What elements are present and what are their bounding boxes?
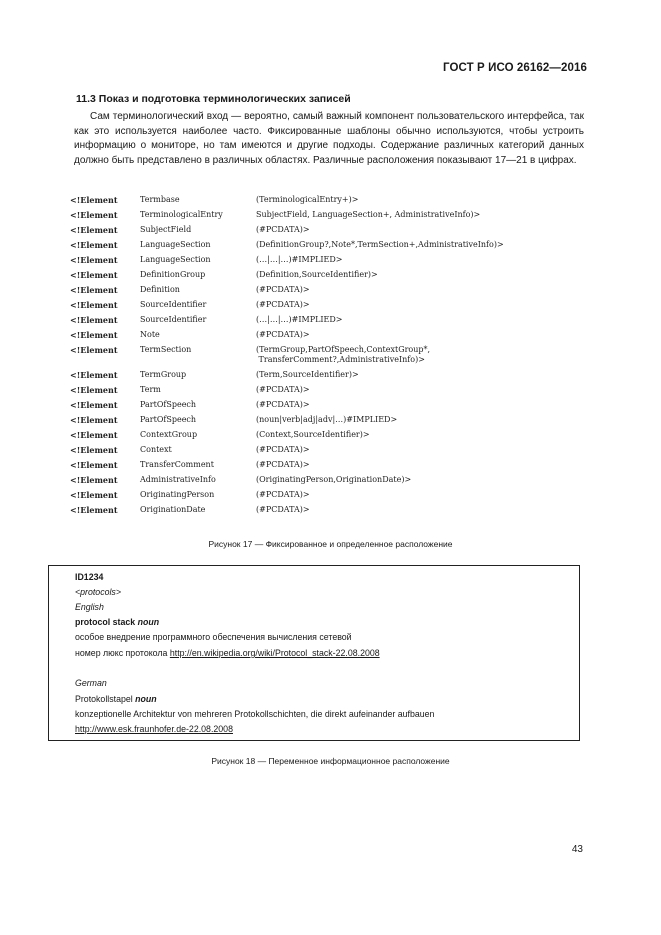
dtd-content-model: (Definition,SourceIdentifier)>: [256, 270, 378, 279]
dtd-keyword: <!Element: [70, 270, 118, 280]
dtd-row: [70, 330, 590, 345]
dtd-content-model: (#PCDATA)>: [256, 400, 310, 409]
dtd-element-name: TermGroup: [140, 370, 187, 379]
dtd-keyword: <!Element: [70, 300, 118, 310]
dtd-keyword: <!Element: [70, 225, 118, 235]
dtd-keyword: <!Element: [70, 415, 118, 425]
dtd-row: [70, 490, 590, 505]
dtd-row: [70, 315, 590, 330]
dtd-content-model: (…|…|…)#IMPLIED>: [256, 255, 343, 264]
dtd-keyword: <!Element: [70, 330, 118, 340]
figure-18-caption: Рисунок 18 — Переменное информационное расположение: [211, 756, 450, 766]
dtd-content-model: (Context,SourceIdentifier)>: [256, 430, 370, 439]
dtd-element-name: TransferComment: [140, 460, 214, 469]
figure-17-caption: Рисунок 17 — Фиксированное и определенное расположение: [208, 539, 453, 549]
dtd-element-name: SourceIdentifier: [140, 315, 207, 324]
dtd-row: [70, 460, 590, 475]
dtd-element-name: DefinitionGroup: [140, 270, 206, 279]
dtd-row: [70, 370, 590, 385]
intro-paragraph: Сам терминологический вход — вероятно, самый важный компонент пользовательского интерфейса, так как это используется наиболее часто. Фиксированные шаблоны обычно используются, чтобы устроить информацию о мониторе, но там имеются и другие подходы. Содержание различных категорий данных должно быть представлено в различных областях. Различные расположения показывают 17—21 в цифрах.: [74, 111, 584, 166]
dtd-element-name: TermSection: [140, 345, 192, 354]
dtd-keyword: <!Element: [70, 210, 118, 220]
dtd-keyword: <!Element: [70, 475, 118, 485]
dtd-keyword: <!Element: [70, 430, 118, 440]
dtd-keyword: <!Element: [70, 255, 118, 265]
dtd-content-model: (noun|verb|adj|adv|…)#IMPLIED>: [256, 415, 398, 424]
dtd-content-model: (#PCDATA)>: [256, 490, 310, 499]
dtd-content-model: (TerminologicalEntry+)>: [256, 195, 359, 204]
dtd-content-model: (OriginatingPerson,OriginationDate)>: [256, 475, 412, 484]
dtd-keyword: <!Element: [70, 385, 118, 395]
dtd-element-name: AdministrativeInfo: [140, 475, 216, 484]
entry-box: [48, 565, 580, 741]
dtd-row: [70, 445, 590, 460]
entry-source-ru-line: [75, 648, 380, 658]
dtd-row: [70, 505, 590, 520]
entry-source-ru-link[interactable]: http://en.wikipedia.org/wiki/Protocol_stack-22.08.2008: [169, 648, 380, 658]
dtd-element-name: Term: [140, 385, 161, 394]
entry-protocols: <protocols>: [75, 587, 121, 597]
dtd-keyword: <!Element: [70, 370, 118, 380]
dtd-row: [70, 225, 590, 240]
dtd-row: [70, 385, 590, 400]
dtd-keyword: <!Element: [70, 285, 118, 295]
dtd-element-name: OriginatingPerson: [140, 490, 215, 499]
dtd-content-model: (Term,SourceIdentifier)>: [256, 370, 359, 379]
dtd-row: [70, 270, 590, 285]
dtd-content-model: (#PCDATA)>: [256, 225, 310, 234]
entry-term-en-line: [75, 617, 159, 627]
dtd-row: [70, 430, 590, 445]
dtd-row: [70, 345, 590, 370]
dtd-content-model: (#PCDATA)>: [256, 385, 310, 394]
dtd-element-name: PartOfSpeech: [140, 415, 197, 424]
dtd-row: [70, 475, 590, 490]
dtd-element-name: PartOfSpeech: [140, 400, 197, 409]
dtd-element-name: LanguageSection: [140, 240, 211, 249]
entry-source-de-link[interactable]: http://www.esk.fraunhofer.de-22.08.2008: [75, 724, 233, 734]
standard-code: ГОСТ Р ИСО 26162—2016: [442, 62, 587, 74]
dtd-listing: [70, 195, 590, 520]
dtd-keyword: <!Element: [70, 460, 118, 470]
dtd-content-model: (#PCDATA)>: [256, 445, 310, 454]
dtd-keyword: <!Element: [70, 445, 118, 455]
dtd-element-name: Termbase: [140, 195, 180, 204]
page-number: 43: [571, 844, 583, 855]
dtd-content-model: (#PCDATA)>: [256, 285, 310, 294]
section-title: 11.3 Показ и подготовка терминологических записей: [76, 93, 351, 105]
entry-term-de: Protokollstapel: [75, 694, 133, 704]
dtd-content-model: SubjectField, LanguageSection+, AdministrativeInfo)>: [256, 210, 481, 219]
dtd-keyword: <!Element: [70, 505, 118, 515]
dtd-row: [70, 285, 590, 300]
entry-language-de: German: [75, 678, 107, 688]
dtd-keyword: <!Element: [70, 400, 118, 410]
dtd-content-model: (#PCDATA)>: [256, 505, 310, 514]
dtd-element-name: LanguageSection: [140, 255, 211, 264]
entry-id: ID1234: [75, 572, 104, 582]
dtd-element-name: Definition: [140, 285, 180, 294]
dtd-keyword: <!Element: [70, 195, 118, 205]
dtd-content-model: (…|…|…)#IMPLIED>: [256, 315, 343, 324]
dtd-row: [70, 415, 590, 430]
entry-language-en: English: [75, 602, 104, 612]
dtd-element-name: Context: [140, 445, 172, 454]
entry-source-ru-prefix: номер люкс протокола: [75, 648, 168, 658]
dtd-row: [70, 300, 590, 315]
dtd-element-name: SourceIdentifier: [140, 300, 207, 309]
dtd-row: [70, 400, 590, 415]
dtd-row: [70, 255, 590, 270]
dtd-element-name: TerminologicalEntry: [140, 210, 223, 219]
entry-pos-en: noun: [137, 617, 160, 627]
dtd-row: [70, 210, 590, 225]
dtd-keyword: <!Element: [70, 240, 118, 250]
dtd-row: [70, 195, 590, 210]
dtd-keyword: <!Element: [70, 315, 118, 325]
dtd-content-model: (DefinitionGroup?,Note*,TermSection+,AdministrativeInfo)>: [256, 240, 504, 249]
entry-pos-de: noun: [135, 694, 157, 704]
dtd-element-name: Note: [140, 330, 160, 339]
dtd-content-model: (#PCDATA)>: [256, 460, 310, 469]
entry-definition-ru: особое внедрение программного обеспечения вычисления сетевой: [75, 632, 352, 642]
dtd-content-model: (TermGroup,PartOfSpeech,ContextGroup*, TransferComment?,AdministrativeInfo)>: [256, 345, 431, 364]
dtd-element-name: OriginationDate: [140, 505, 206, 514]
entry-term-en: protocol stack: [75, 617, 136, 627]
dtd-element-name: SubjectField: [140, 225, 192, 234]
dtd-content-model: (#PCDATA)>: [256, 330, 310, 339]
dtd-row: [70, 240, 590, 255]
dtd-element-name: ContextGroup: [140, 430, 198, 439]
dtd-keyword: <!Element: [70, 345, 118, 355]
entry-term-de-line: [75, 694, 157, 704]
entry-definition-de: konzeptionelle Architektur von mehreren Protokollschichten, die direkt aufeinander aufbauen: [75, 709, 435, 719]
dtd-keyword: <!Element: [70, 490, 118, 500]
dtd-content-model: (#PCDATA)>: [256, 300, 310, 309]
